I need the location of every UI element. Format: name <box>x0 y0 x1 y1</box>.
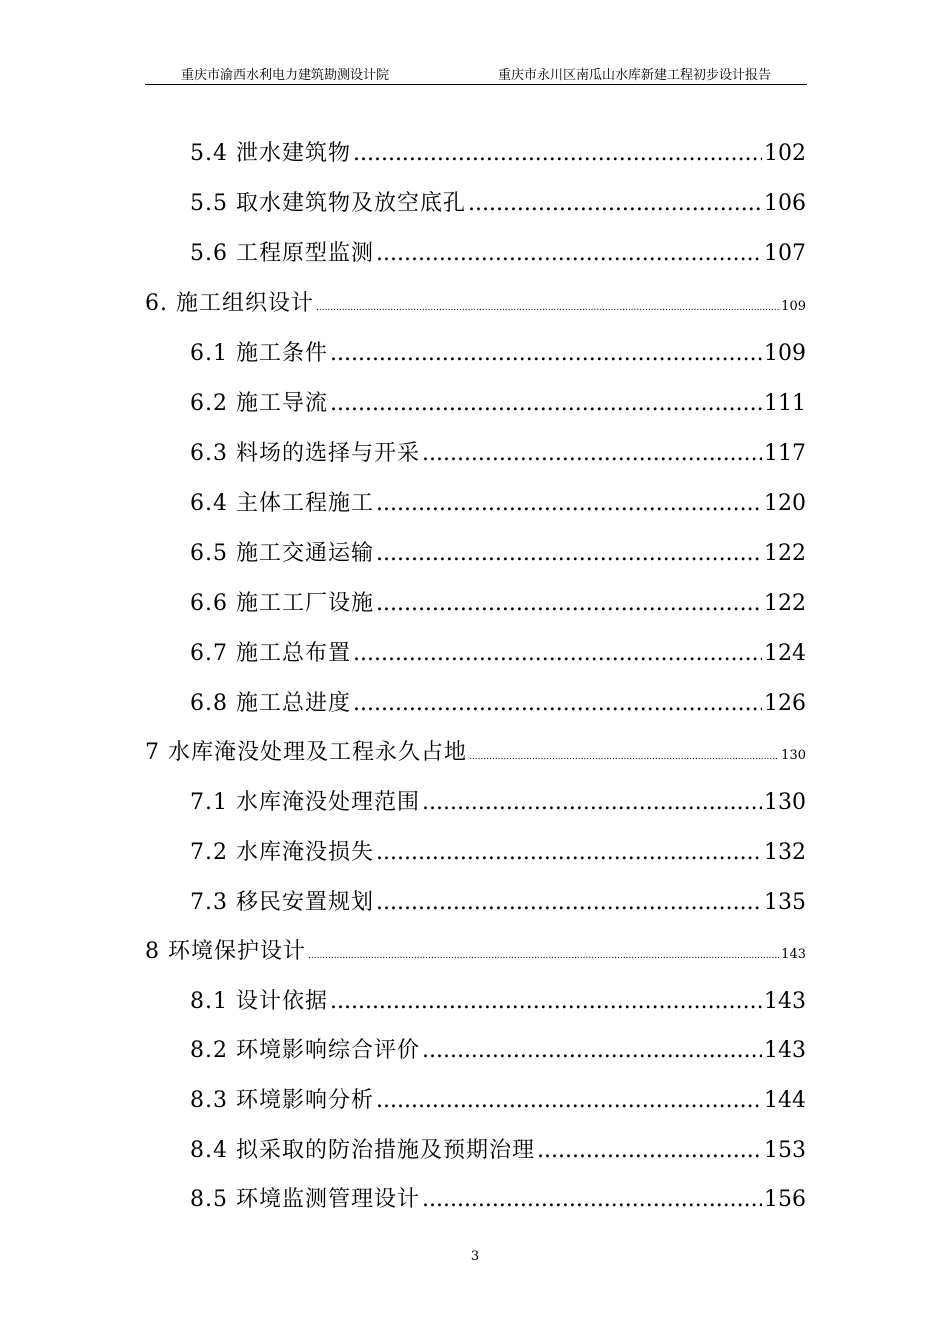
header-organization: 重庆市渝西水利电力建筑勘测设计院 <box>181 68 390 83</box>
toc-entry-title: 5.4 泄水建筑物 <box>190 141 351 166</box>
toc-entry-title: 7.2 水库淹没损失 <box>190 840 374 865</box>
toc-entry[interactable] <box>190 1033 806 1064</box>
toc-entry-title: 6.3 料场的选择与开采 <box>190 441 420 466</box>
toc-entry-page: 130 <box>764 790 806 815</box>
toc-entry-title: 6.1 施工条件 <box>190 341 328 366</box>
toc-entry[interactable] <box>190 984 806 1015</box>
toc-entry-title: 8.1 设计依据 <box>190 989 328 1014</box>
toc-entry[interactable] <box>190 536 806 567</box>
toc-entry-title: 6.8 施工总进度 <box>190 691 351 716</box>
toc-entry-page: 111 <box>764 391 806 416</box>
toc-entry-title: 6.2 施工导流 <box>190 391 328 416</box>
toc-dot-leader <box>537 1138 762 1163</box>
toc-entry[interactable] <box>190 436 806 467</box>
header-report-title: 重庆市永川区南瓜山水库新建工程初步设计报告 <box>497 68 771 83</box>
toc-entry-title: 6.4 主体工程施工 <box>190 491 374 516</box>
toc-entry[interactable] <box>190 386 806 417</box>
toc-entry-title: 8.4 拟采取的防治措施及预期治理 <box>190 1138 535 1163</box>
toc-entry-page: 130 <box>781 748 806 763</box>
toc-entry-title: 5.6 工程原型监测 <box>190 241 374 266</box>
toc-entry[interactable] <box>190 1182 806 1213</box>
toc-entry[interactable] <box>190 136 806 167</box>
toc-entry[interactable] <box>190 785 806 816</box>
toc-dot-leader <box>308 951 779 961</box>
toc-entry-title: 5.5 取水建筑物及放空底孔 <box>190 191 466 216</box>
toc-entry[interactable] <box>190 336 806 367</box>
toc-dot-leader <box>422 441 762 466</box>
toc-dot-leader <box>376 840 762 865</box>
toc-dot-leader <box>353 141 762 166</box>
toc-entry-page: 126 <box>764 691 806 716</box>
toc-entry-title: 7.3 移民安置规划 <box>190 890 374 915</box>
toc-entry-title: 8.3 环境影响分析 <box>190 1088 374 1113</box>
toc-entry-title: 7.1 水库淹没处理范围 <box>190 790 420 815</box>
toc-dot-leader <box>353 691 762 716</box>
toc-entry-page: 122 <box>764 591 806 616</box>
toc-entry[interactable] <box>190 486 806 517</box>
toc-entry-title: 8 环境保护设计 <box>145 939 306 964</box>
toc-entry-page: 102 <box>764 141 806 166</box>
toc-dot-leader <box>330 989 762 1014</box>
toc-dot-leader <box>376 1088 762 1113</box>
toc-entry[interactable] <box>190 686 806 717</box>
toc-entry[interactable] <box>190 1083 806 1114</box>
toc-entry-title: 8.5 环境监测管理设计 <box>190 1187 420 1212</box>
toc-chapter-entry[interactable] <box>145 286 806 317</box>
toc-entry[interactable] <box>190 186 806 217</box>
toc-chapter-entry[interactable] <box>145 735 806 766</box>
toc-entry-page: 106 <box>764 191 806 216</box>
toc-entry[interactable] <box>190 636 806 667</box>
toc-entry-page: 120 <box>764 491 806 516</box>
toc-entry-page: 117 <box>764 441 806 466</box>
page-number: 3 <box>470 1249 480 1264</box>
toc-entry-page: 153 <box>764 1138 806 1163</box>
toc-entry-page: 109 <box>764 341 806 366</box>
toc-dot-leader <box>376 241 762 266</box>
toc-entry-page: 143 <box>764 989 806 1014</box>
toc-dot-leader <box>376 541 762 566</box>
toc-entry-page: 156 <box>764 1187 806 1212</box>
toc-dot-leader <box>376 890 762 915</box>
toc-entry-title: 7 水库淹没处理及工程永久占地 <box>145 740 467 765</box>
toc-dot-leader <box>422 790 762 815</box>
toc-entry-page: 143 <box>781 947 806 962</box>
toc-dot-leader <box>353 641 762 666</box>
toc-entry-page: 132 <box>764 840 806 865</box>
toc-chapter-entry[interactable] <box>145 934 806 965</box>
toc-entry-page: 124 <box>764 641 806 666</box>
toc-entry[interactable] <box>190 885 806 916</box>
toc-entry-page: 107 <box>764 241 806 266</box>
toc-dot-leader <box>468 191 762 216</box>
toc-entry-page: 109 <box>781 299 806 314</box>
toc-entry-page: 143 <box>764 1038 806 1063</box>
toc-entry-page: 144 <box>764 1088 806 1113</box>
toc-entry-page: 135 <box>764 890 806 915</box>
toc-dot-leader <box>376 591 762 616</box>
page-header <box>145 64 807 85</box>
toc-dot-leader <box>316 303 779 313</box>
toc-dot-leader <box>330 391 762 416</box>
toc-entry[interactable] <box>190 835 806 866</box>
toc-entry-title: 6. 施工组织设计 <box>145 291 314 316</box>
toc-dot-leader <box>330 341 762 366</box>
toc-entry[interactable] <box>190 236 806 267</box>
toc-dot-leader <box>376 491 762 516</box>
toc-dot-leader <box>469 752 779 762</box>
toc-entry[interactable] <box>190 1133 806 1164</box>
toc-entry[interactable] <box>190 586 806 617</box>
toc-entry-title: 8.2 环境影响综合评价 <box>190 1038 420 1063</box>
toc-dot-leader <box>422 1038 762 1063</box>
toc-dot-leader <box>422 1187 762 1212</box>
toc-entry-title: 6.7 施工总布置 <box>190 641 351 666</box>
toc-entry-title: 6.5 施工交通运输 <box>190 541 374 566</box>
toc-entry-title: 6.6 施工工厂设施 <box>190 591 374 616</box>
toc-entry-page: 122 <box>764 541 806 566</box>
